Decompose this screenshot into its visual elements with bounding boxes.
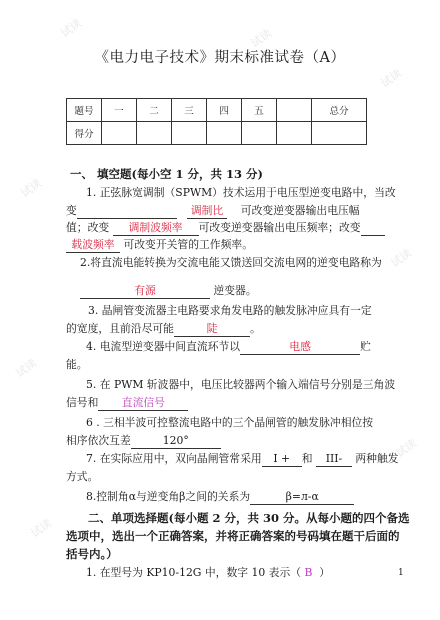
q5-line2	[66, 396, 188, 411]
q1-text: 可改变逆变器输出电压频率；改变	[198, 221, 361, 234]
watermark: 试读	[18, 176, 45, 201]
score-table-header-row	[67, 99, 367, 122]
score-cell: 得分	[67, 122, 102, 145]
score-cell: 五	[242, 99, 277, 122]
q6-text: 相序依次互差	[66, 434, 131, 447]
score-cell	[242, 122, 277, 145]
q6-line2	[66, 434, 221, 449]
score-cell: 三	[172, 99, 207, 122]
q1-line1: 1. 正弦脉宽调制（SPWM）技术运用于电压型逆变电路中，当改	[86, 186, 396, 199]
q8-text: 8.控制角α与逆变角β之间的关系为	[86, 490, 251, 503]
watermark: 试读	[248, 26, 275, 51]
answer-iii-minus: III-	[316, 452, 352, 467]
q4-line1	[86, 340, 371, 355]
score-cell	[172, 122, 207, 145]
section2-heading-line2: 选项中，选出一个正确答案，并将正确答案的号码填在题干后面的	[66, 529, 400, 543]
score-cell	[207, 122, 242, 145]
q1-text: 变	[66, 204, 77, 217]
score-cell: 总分	[312, 99, 367, 122]
answer-steep: 陡	[174, 322, 250, 337]
answer-modulation-frequency: 调制波频率	[113, 221, 199, 236]
q2-line1: 2.将直流电能转换为交流电能又馈送回交流电网的逆变电路称为	[80, 256, 382, 269]
q3-text: 的宽度，且前沿尽可能	[66, 322, 174, 335]
answer-i-plus: I +	[262, 452, 302, 467]
q4-text: 贮	[360, 340, 371, 353]
q1-choice-text: 1. 在型号为 KP10-12G 中，数字 10 表示（	[86, 566, 302, 579]
watermark: 试读	[58, 16, 85, 41]
score-table-score-row	[67, 122, 367, 145]
q7-text: 两种触发	[355, 452, 399, 465]
section2-heading-line3: 括号内。）	[66, 547, 118, 561]
q6-line1: 6 . 三相半波可控整流电路中的三个晶闸管的触发脉冲相位按	[86, 416, 374, 429]
answer-dc-signal: 直流信号	[98, 396, 188, 411]
watermark: 试读	[28, 516, 55, 541]
q1-text: 值；改变	[66, 221, 110, 234]
q8-line1	[86, 490, 354, 505]
answer-120-degrees: 120°	[131, 434, 221, 449]
q7-line2: 方式。	[66, 470, 99, 483]
q1-choice-text: ）	[319, 566, 331, 579]
score-cell	[312, 122, 367, 145]
q1-line2	[66, 204, 360, 219]
answer-beta-relation: β=л-α	[250, 490, 354, 505]
q1-line3	[66, 221, 385, 236]
watermark: 试读	[393, 436, 420, 461]
score-cell: 题号	[67, 99, 102, 122]
q3-text: 。	[249, 322, 261, 335]
page-number: 1	[398, 568, 404, 578]
q7-text: 7. 在实际应用中，双向晶闸管常采用	[86, 452, 262, 465]
q1-text: 可改变开关管的工作频率。	[123, 238, 253, 251]
q4-line2: 能。	[66, 358, 88, 371]
q3-line1: 3. 晶闸管变流器主电路要求角发电路的触发脉冲应具有一定	[88, 304, 372, 317]
section2-heading-line1: 二、单项选择题(每小题 2 分，共 30 分。从每小题的四个备选	[88, 511, 410, 525]
q2-text: 逆变器。	[213, 284, 257, 297]
score-cell: 二	[137, 99, 172, 122]
answer-choice-b: B	[304, 566, 313, 579]
q1-text: 可改变逆变器输出电压幅	[240, 204, 360, 217]
score-cell: 四	[207, 99, 242, 122]
score-cell	[102, 122, 137, 145]
q4-text: 4. 电流型逆变器中间直流环节以	[86, 340, 241, 353]
answer-carrier-frequency: 载波频率	[66, 238, 120, 253]
score-cell	[137, 122, 172, 145]
score-cell: 一	[102, 99, 137, 122]
q1-line4	[66, 238, 253, 253]
section2-q1	[86, 566, 330, 580]
section1-heading: 一、 填空题(每小空 1 分，共 13 分)	[70, 167, 263, 181]
blank-line	[361, 221, 385, 236]
q2-line2	[80, 284, 257, 299]
exam-title: 《电力电子技术》期末标准试卷（A）	[94, 50, 346, 66]
watermark: 试读	[378, 66, 405, 91]
answer-modulation-ratio: 调制比	[187, 204, 227, 219]
q7-text: 和	[301, 452, 313, 465]
score-table	[66, 98, 367, 145]
answer-inductance: 电感	[240, 340, 360, 355]
watermark: 试读	[388, 246, 415, 271]
score-cell	[277, 99, 312, 122]
answer-active: 有源	[80, 284, 210, 299]
watermark: 试读	[13, 356, 40, 381]
q3-line2	[66, 322, 261, 337]
q5-line1: 5. 在 PWM 斩波器中，电压比较器两个输入端信号分别是三角波	[86, 378, 396, 391]
q7-line1	[86, 452, 399, 467]
blank-line	[77, 204, 177, 219]
q5-text: 信号和	[66, 396, 99, 409]
score-cell	[277, 122, 312, 145]
